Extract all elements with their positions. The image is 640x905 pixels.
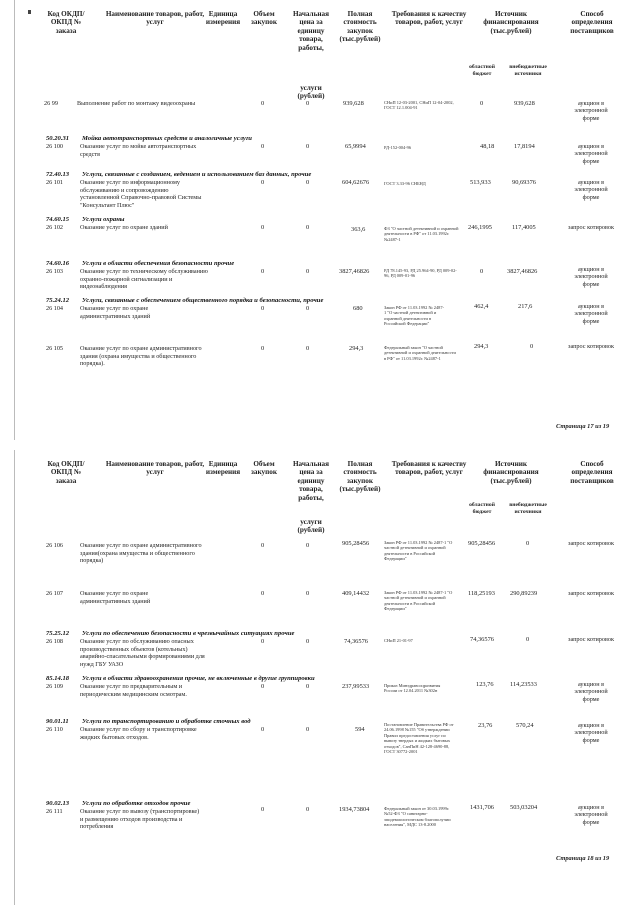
row-method: запрос котировок: [568, 343, 614, 350]
category-title: Услуги, связанные с созданием, ведением и использованием баз данных, прочие: [82, 171, 312, 178]
row-cost: 363,6: [351, 226, 366, 233]
col-code-header: Код ОКДП/ ОКПД № заказа: [47, 10, 85, 35]
row-method: аукцион в электронной форме: [574, 179, 608, 201]
col-cost-header: Полная стоимость закупок (тыс.рублей): [339, 10, 381, 44]
row-offbudget: 570,24: [516, 722, 534, 729]
row-id: 26 99: [44, 100, 58, 107]
row-volume: 0: [261, 345, 265, 352]
category-code: 90.01.11: [46, 718, 69, 725]
row-requirements: ФЗ "О частной детективной и охранной деятельности в РФ" от 11.03.1992г. №2487-1: [384, 226, 459, 242]
row-regional: 0: [480, 100, 484, 107]
row-requirements: СНиП 21-01-97: [384, 638, 413, 643]
col-price-header-2: услуги (рублей): [297, 84, 325, 101]
row-price: 0: [306, 683, 310, 690]
col-code-header: Код ОКДП/ ОКПД № заказа: [47, 460, 85, 485]
row-name: Оказание услуг по предварительным и периодическим медицинским осмотрам.: [80, 683, 187, 698]
row-offbudget: 117,4005: [512, 224, 536, 231]
col-offbudget-header: внебюджетные источники: [509, 502, 547, 515]
category-code: 72.40.13: [46, 171, 70, 178]
row-requirements: РД 78.145-93, РД 25.964-90, РД 009-02-96, РД 009-01-96: [384, 268, 457, 279]
row-regional: 0: [480, 268, 484, 275]
row-name: Оказание услуг по охране административного здания(охрана имущества и общественного порядка): [80, 542, 202, 565]
row-requirements: ГОСТ 3.33-96 СНБНД: [384, 181, 426, 186]
row-volume: 0: [261, 305, 265, 312]
row-volume: 0: [261, 683, 265, 690]
row-offbudget: 0: [526, 540, 530, 547]
row-price: 0: [306, 726, 310, 733]
row-requirements: Закон РФ от 11.03.1992 № 2487-1 "О частной детективной и охранной деятельности в Российской Федерации": [384, 540, 453, 562]
category-title: Услуги по обработке отходов прочие: [82, 800, 191, 807]
row-method: запрос котировок: [568, 540, 614, 547]
row-regional: 123,76: [476, 681, 494, 688]
col-method-header: Способ определения поставщиков: [570, 10, 614, 35]
row-offbudget: 0: [526, 636, 530, 643]
row-price: 0: [306, 100, 310, 107]
category-title: Услуги, связанные с обеспечением общественного порядка и безопасности, прочие: [82, 297, 324, 304]
category-title: Услуги по обеспечению безопасности в чрезвычайных ситуациях прочие: [82, 630, 295, 637]
row-regional: 905,28456: [468, 540, 496, 547]
category-code: 74.60.16: [46, 260, 70, 267]
row-volume: 0: [261, 590, 265, 597]
row-name: Выполнение работ по монтажу видеоохраны: [77, 100, 196, 107]
row-price: 0: [306, 806, 310, 813]
row-volume: 0: [261, 726, 265, 733]
row-regional: 48,18: [480, 143, 495, 150]
row-requirements: Постановление Правительства РФ от 24.06.1998 №155 "Об утверждении Правил предоставления услуг по вывозу твердых и жидких бытовых отходов", СанПиН 42-128-4690-88, ГОСТ 30772-2001: [384, 722, 454, 755]
page-number: Страница 18 из 19: [556, 855, 610, 862]
row-regional: 118,25193: [468, 590, 495, 597]
row-volume: 0: [261, 143, 265, 150]
row-requirements: Закон РФ от 11.03.1992 № 2487-1 "О частной детективной и охранной деятельности в Российской Федерации": [384, 590, 453, 612]
row-method: аукцион в электронной форме: [574, 303, 608, 325]
row-id: 26 106: [46, 542, 64, 549]
row-volume: 0: [261, 224, 265, 231]
row-method: аукцион в электронной форме: [574, 804, 608, 826]
category-title: Услуги по транспортированию и обработке сточных вод: [82, 718, 251, 725]
row-id: 26 103: [46, 268, 64, 275]
row-offbudget: 217,6: [518, 303, 533, 310]
row-price: 0: [306, 542, 310, 549]
row-id: 26 107: [46, 590, 64, 597]
row-offbudget: 90,69376: [512, 179, 536, 186]
row-cost: 594: [355, 726, 365, 733]
row-regional: 74,36576: [470, 636, 494, 643]
category-code: 75.24.12: [46, 297, 70, 304]
row-cost: 294,3: [349, 345, 364, 352]
row-regional: 246,1995: [468, 224, 492, 231]
row-price: 0: [306, 179, 310, 186]
punch-hole: [28, 10, 31, 14]
row-name: Оказание услуг по техническому обслуживанию охранно-пожарной сигнализации и видеонаблюдения: [80, 268, 208, 291]
row-cost: 74,36576: [344, 638, 368, 645]
col-requirements-header: Требования к качеству товаров, работ, услуг: [391, 460, 467, 477]
row-offbudget: 3827,46826: [507, 268, 538, 275]
row-price: 0: [306, 143, 310, 150]
row-offbudget: 0: [530, 343, 534, 350]
row-name: Оказание услуг по сбору и транспортировке жидких бытовых отходов.: [80, 726, 197, 741]
row-cost: 237,99533: [342, 683, 370, 690]
row-cost: 3827,46826: [339, 268, 370, 275]
row-cost: 604,62676: [342, 179, 370, 186]
row-name: Оказание услуг по охране зданий: [80, 224, 168, 231]
category-title: Мойка автотранспортных средств и аналогичные услуги: [82, 135, 252, 142]
category-code: 74.60.15: [46, 216, 70, 223]
col-name-header: Наименование товаров, работ, услуг: [105, 10, 205, 27]
row-cost: 1934,73804: [339, 806, 370, 813]
row-name: Оказание услуг по охране административных зданий: [80, 590, 151, 605]
row-offbudget: 17,8194: [514, 143, 535, 150]
row-volume: 0: [261, 100, 265, 107]
sheet-edge: [14, 450, 15, 905]
col-offbudget-header: внебюджетные источники: [509, 64, 547, 77]
category-title: Услуги в области обеспечения безопасности прочие: [82, 260, 235, 267]
row-volume: 0: [261, 638, 265, 645]
row-id: 26 108: [46, 638, 64, 645]
row-method: аукцион в электронной форме: [574, 143, 608, 165]
row-price: 0: [306, 345, 310, 352]
col-volume-header: Объем закупок: [251, 460, 277, 477]
row-volume: 0: [261, 542, 265, 549]
row-price: 0: [306, 224, 310, 231]
page-18: [0, 450, 640, 905]
row-method: запрос котировок: [568, 636, 614, 643]
row-id: 26 104: [46, 305, 64, 312]
row-name: Оказание услуг по вывозу (транспортировке) и размещению отходов производства и потребления: [80, 808, 200, 831]
row-cost: 680: [353, 305, 363, 312]
row-volume: 0: [261, 179, 265, 186]
category-code: 75.25.12: [46, 630, 70, 637]
row-id: 26 111: [46, 808, 63, 815]
category-title: Услуги в области здравоохранения прочие, не включенные в другие группировки: [82, 675, 315, 682]
col-price-header: Начальная цена за единицу товара, работы,: [292, 460, 330, 502]
col-unit-header: Единица измерения: [205, 460, 241, 477]
row-offbudget: 939,628: [514, 100, 535, 107]
row-cost: 939,628: [343, 100, 364, 107]
col-method-header: Способ определения поставщиков: [570, 460, 614, 485]
row-id: 26 110: [46, 726, 63, 733]
row-regional: 462,4: [474, 303, 489, 310]
row-volume: 0: [261, 806, 265, 813]
row-method: аукцион в электронной форме: [574, 722, 608, 744]
row-regional: 513,933: [470, 179, 491, 186]
category-code: 85.14.18: [46, 675, 70, 682]
row-requirements: Приказ Минздравсоцразвития России от 12.04.2011 №302н: [384, 683, 441, 694]
col-unit-header: Единица измерения: [205, 10, 241, 27]
row-offbudget: 290,89239: [510, 590, 538, 597]
col-cost-header: Полная стоимость закупок (тыс.рублей): [339, 460, 381, 494]
row-name: Оказание услуг по мойке автотранспортных средств: [80, 143, 197, 158]
row-volume: 0: [261, 268, 265, 275]
row-requirements: Закон РФ от 11.03.1992 № 2487-1 "О частной детективной и охранной деятельности в Российской Федерации": [384, 305, 445, 327]
row-price: 0: [306, 305, 310, 312]
row-id: 26 102: [46, 224, 64, 231]
row-requirements: СНиП 12-03-2001, СНиП 12-04-2002, ГОСТ 12.1.004-91: [384, 100, 454, 111]
row-method: запрос котировок: [568, 590, 614, 597]
row-id: 26 100: [46, 143, 64, 150]
row-name: Оказание услуг по охране административных зданий: [80, 305, 151, 320]
col-regional-header: областной бюджет: [469, 502, 495, 515]
row-name: Оказание услуг по обслуживанию опасных производственных объектов (котельных) аварийно-спасательными формированиями для нужд ГБУ УАЗО: [80, 638, 205, 668]
row-regional: 1431,706: [470, 804, 494, 811]
col-funding-header: Источник финансирования (тыс.рублей): [483, 10, 539, 35]
row-method: аукцион в электронной форме: [574, 681, 608, 703]
row-method: запрос котировок: [568, 224, 614, 231]
col-price-header-2: услуги (рублей): [297, 518, 325, 535]
row-cost: 65,9994: [345, 143, 366, 150]
col-funding-header: Источник финансирования (тыс.рублей): [483, 460, 539, 485]
row-method: аукцион в электронной форме: [574, 100, 608, 122]
col-name-header: Наименование товаров, работ, услуг: [105, 460, 205, 477]
row-name: Оказание услуг по информационному обслуживанию и сопровождению установленной Справочно-правовой Системы "Консультант Плюс": [80, 179, 202, 209]
col-regional-header: областной бюджет: [469, 64, 495, 77]
row-price: 0: [306, 590, 310, 597]
category-code: 50.20.31: [46, 135, 70, 142]
row-cost: 905,28456: [342, 540, 370, 547]
row-offbudget: 503,03204: [510, 804, 538, 811]
row-requirements: Федеральный закон "О частной детективной и охранной деятельности в РФ" от 11.03.1992г. №2487-1: [384, 345, 456, 361]
row-method: аукцион в электронной форме: [574, 266, 608, 288]
sheet-edge: [14, 0, 15, 440]
row-cost: 409,14432: [342, 590, 370, 597]
page-17: [0, 0, 640, 440]
row-id: 26 109: [46, 683, 64, 690]
category-title: Услуги охраны: [82, 216, 125, 223]
row-name: Оказание услуг по охране административного здания (охрана имущества и общественного порядка).: [80, 345, 202, 368]
row-requirements: РД-152-004-96: [384, 145, 412, 150]
col-volume-header: Объем закупок: [251, 10, 277, 27]
row-regional: 294,3: [474, 343, 489, 350]
row-price: 0: [306, 638, 310, 645]
row-offbudget: 114,23533: [510, 681, 537, 688]
col-requirements-header: Требования к качеству товаров, работ, услуг: [391, 10, 467, 27]
row-regional: 23,76: [478, 722, 493, 729]
row-id: 26 105: [46, 345, 64, 352]
page-number: Страница 17 из 19: [556, 423, 610, 430]
row-id: 26 101: [46, 179, 64, 186]
row-requirements: Федеральный закон от 30.03.1999г. №52-ФЗ "О санитарно-эпидемиологическом благополучии населения", МДС 13-8.2000: [384, 806, 451, 828]
category-code: 90.02.13: [46, 800, 70, 807]
col-price-header: Начальная цена за единицу товара, работы,: [292, 10, 330, 52]
row-price: 0: [306, 268, 310, 275]
